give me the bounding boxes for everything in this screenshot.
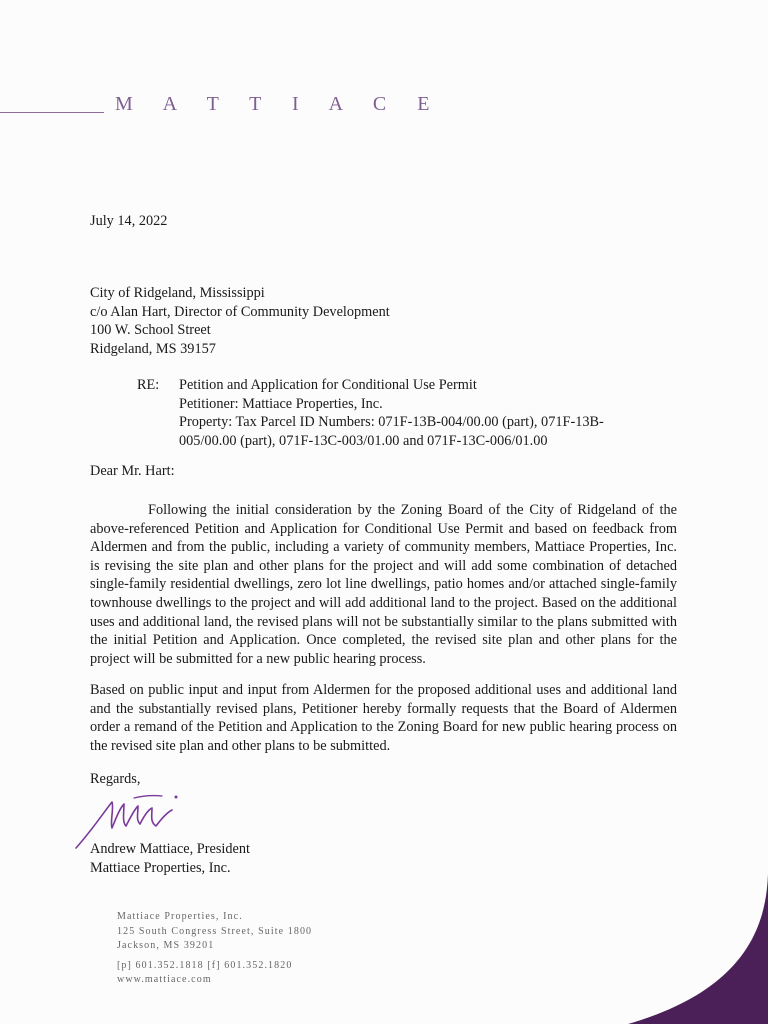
body-paragraph-2: Based on public input and input from Aldermen for the proposed additional uses and additional land and the substantially revised plans, Petitioner hereby formally requests that the Board of Aldermen order a remand of the Petition and Application to the Zoning Board for new public hearing process on the revised site plan and other plans to be submitted.: [90, 682, 677, 754]
re-lines: [179, 376, 649, 450]
re-line: Petitioner: Mattiace Properties, Inc.: [179, 395, 383, 412]
signer-block: [90, 840, 250, 877]
letterhead-rule: [0, 112, 104, 113]
corner-swoosh-decoration: [628, 874, 768, 1024]
footer-street: 125 South Congress Street, Suite 1800: [117, 925, 313, 937]
footer-company: Mattiace Properties, Inc.: [117, 911, 243, 922]
footer-phones: [p] 601.352.1818 [f] 601.352.1820: [117, 959, 293, 971]
salutation: Dear Mr. Hart:: [90, 463, 175, 479]
body-paragraph-1: Following the initial consideration by the Zoning Board of the City of Ridgeland of the above-referenced Petition and Application for Conditional Use Permit and based on feedback from Aldermen and from the public, including a variety of community members, Mattiace Properties, Inc. is revising the site plan and other plans for the project and will add some combination of detached single-family residential dwellings, zero lot line dwellings, patio homes and/or attached single-family townhouse dwellings to the project and will add additional land to the project. Based on the additional uses and additional land, the revised plans will not be substantially similar to the plans submitted with the initial Petition and Application. Once completed, the revised site plan and other plans for the project will be submitted for a new public hearing process.: [90, 502, 677, 667]
closing: Regards,: [90, 771, 141, 787]
recipient-line: c/o Alan Hart, Director of Community Development: [90, 303, 390, 320]
recipient-line: City of Ridgeland, Mississippi: [90, 285, 265, 301]
recipient-line: 100 W. School Street: [90, 322, 211, 339]
letter-date: July 14, 2022: [90, 213, 168, 229]
re-line: Property: Tax Parcel ID Numbers: 071F-13B-004/00.00 (part), 071F-13B-: [179, 414, 604, 431]
recipient-address: [90, 284, 390, 358]
signer-name: Andrew Mattiace, President: [90, 841, 250, 857]
signer-company: Mattiace Properties, Inc.: [90, 859, 231, 876]
letterhead-footer: [117, 910, 312, 988]
footer-city: Jackson, MS 39201: [117, 940, 215, 951]
re-line: Petition and Application for Conditional Use Permit: [179, 377, 477, 393]
footer-website: www.mattiace.com: [117, 974, 212, 985]
letterhead-brand: M A T T I A C E: [115, 93, 443, 115]
re-line: 005/00.00 (part), 071F-13C-003/01.00 and 071F-13C-006/01.00: [179, 432, 548, 449]
re-label: RE:: [137, 377, 160, 393]
recipient-line: Ridgeland, MS 39157: [90, 340, 216, 357]
